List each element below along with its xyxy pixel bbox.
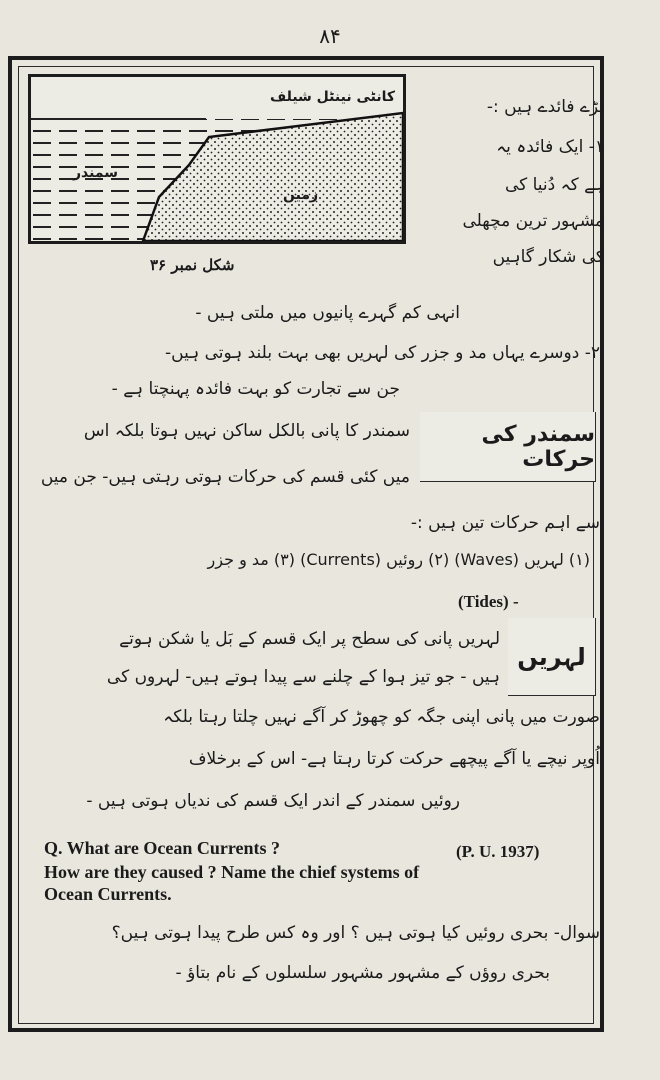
movements-line-1: سمندر کا پانی بالکل ساکن نہیں ہوتا بلکہ اس [83,421,410,441]
movements-heading: سمندر کی حرکات [420,412,596,482]
waves-line-5: روئیں سمندر کے اندر ایک قسم کی ندیاں ہوتی ہیں - [86,791,460,811]
para1-line-3: جن سے تجارت کو بہت فائدہ پہنچتا ہے - [111,379,400,399]
side-line-1: بڑے فائدے ہیں :- [486,97,604,117]
shelf-label: کانٹی نینٹل شیلف [269,89,395,105]
movements-line-2: میں کئی قسم کی حرکات ہوتی رہتی ہیں- جن میں [40,467,410,487]
movements-line-3: سے اہم حرکات تین ہیں :- [410,513,600,533]
side-line-4: مشہور ترین مچھلی [462,211,604,231]
question-ur-line-2: بحری روؤں کے مشہور مشہور سلسلوں کے نام بتاؤ - [175,963,550,983]
waves-line-2: ہیں - جو تیز ہوا کے چلنے سے پیدا ہوتے ہیں- لہروں کی [106,667,500,687]
waves-line-1: لہریں پانی کی سطح پر ایک قسم کے بَل یا شکن ہوتے [119,629,500,649]
side-line-5: کی شکار گاہیں [492,247,604,267]
side-line-3: ہے کہ دُنیا کی [504,175,604,195]
land-label: زمین [283,187,319,203]
waves-line-4: اُوپر نیچے یا آگے پیچھے حرکت کرتا رہتا ہے- اس کے برخلاف [188,749,600,769]
page-number: ۸۴ [319,24,341,48]
side-line-2: ۱- ایک فائدہ یہ [496,137,604,157]
question-ur-line-1: سوال- بحری روئیں کیا ہوتی ہیں ؟ اور وہ کس طرح پیدا ہوتی ہیں؟ [111,923,600,943]
waves-line-3: صورت میں پانی اپنی جگہ کو چھوڑ کر آگے نہیں چلتا رہتا بلکہ [163,707,600,727]
waves-heading: لہریں [508,618,596,696]
movements-list-tail: (Tides) - [458,592,519,611]
movements-list-line: (۱) لہریں (Waves) (۲) روئیں (Currents) (۳) مد و جزر [207,550,590,569]
question-en-line-3: Ocean Currents. [44,884,172,904]
question-en-line-1: Q. What are Ocean Currents ? [44,838,280,858]
question-en-line-2: How are they caused ? Name the chief systems of [44,862,420,882]
question-source: (P. U. 1937) [456,842,540,861]
para1-line-2: ۲- دوسرے یہاں مد و جزر کی لہریں بھی بہت بلند ہوتی ہیں- [165,343,600,363]
sea-label: سمندر [73,165,119,181]
para1-line-1: انہی کم گہرے پانیوں میں ملتی ہیں - [195,303,460,323]
continental-shelf-figure [28,74,406,244]
figure-caption: شکل نمبر ۳۶ [150,256,235,274]
